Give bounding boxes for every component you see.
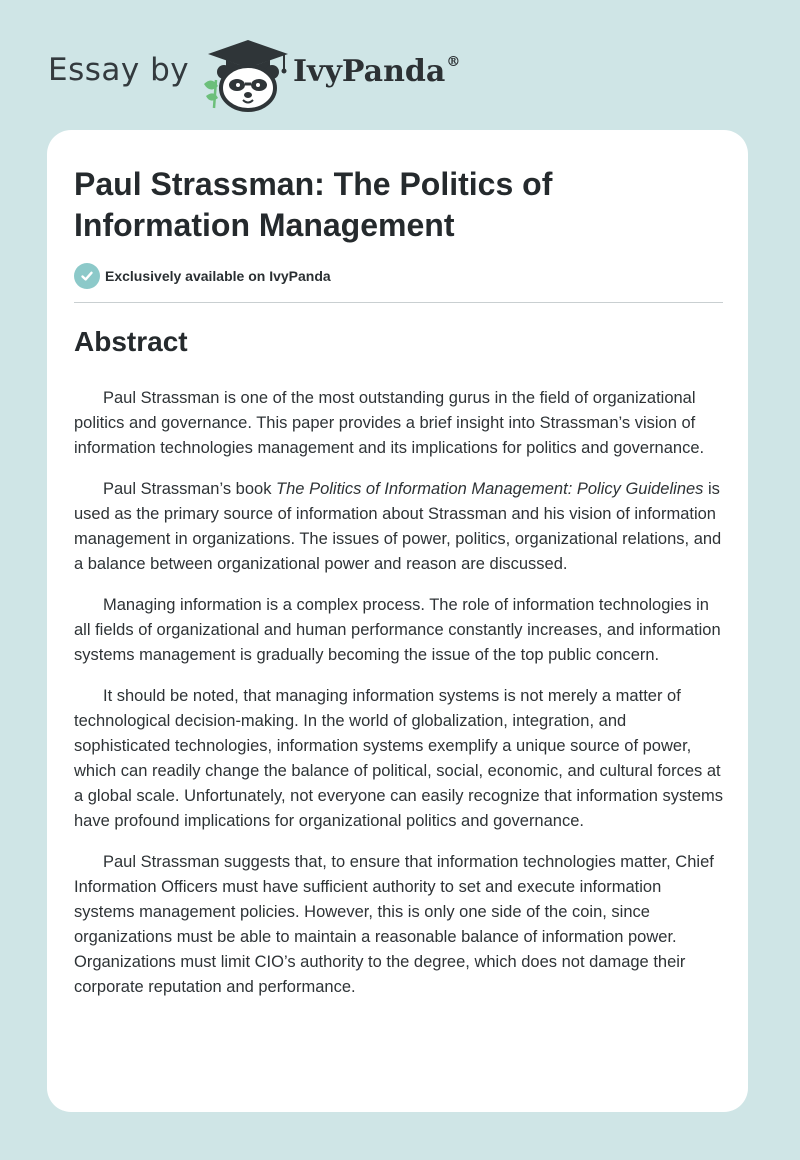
essay-card	[47, 130, 748, 1112]
check-circle-icon	[74, 263, 100, 289]
section-heading-abstract: Abstract	[74, 326, 188, 357]
paragraph-3: Managing information is a complex process. The role of information technologies in all fields of organizational and human performance constantly increases, and information systems management is gradually becoming the issue of the top public concern.	[74, 596, 721, 664]
essay-title: Paul Strassman: The Politics of Information Management	[74, 166, 553, 243]
paragraph-1: Paul Strassman is one of the most outstanding gurus in the field of organizational politics and governance. This paper provides a brief insight into Strassman’s vision of information technologies management and its implications for politics and governance.	[74, 389, 705, 457]
book-title: The Politics of Information Management: Policy Guidelines	[276, 480, 704, 498]
site-header-logo[interactable]	[48, 34, 468, 114]
panda-graduate-icon	[200, 36, 290, 112]
exclusive-badge	[74, 263, 331, 289]
essay-body	[74, 386, 724, 1016]
paragraph-4: It should be noted, that managing information systems is not merely a matter of technological decision-making. In the world of globalization, integration, and sophisticated technologies, information systems exemplify a unique source of power, which can readily change the balance of political, social, economic, and cultural forces at a global scale. Unfortunately, not everyone can easily recognize that information systems have profound implications for organizational politics and governance.	[74, 687, 724, 830]
paragraph-2-lead: Paul Strassman’s book	[103, 480, 277, 498]
brand-name: IvyPanda®	[293, 54, 461, 89]
paragraph-2	[74, 477, 724, 577]
essay-by-label: Essay by	[48, 52, 190, 88]
paragraph-2-rest: is used as the primary source of information about Strassman and his vision of information management in organizations. The issues of power, politics, organizational relations, and a balance between organizational power and reason are discussed.	[74, 480, 722, 573]
divider	[74, 302, 723, 303]
trademark-symbol: ®	[446, 54, 461, 70]
exclusive-badge-label: Exclusively available on IvyPanda	[105, 268, 331, 284]
paragraph-5: Paul Strassman suggests that, to ensure that information technologies matter, Chief Information Officers must have sufficient authority to set and execute information systems management policies. However, this is only one side of the coin, since organizations must be able to maintain a reasonable balance of information power. Organizations must limit CIO’s authority to the degree, which does not damage their corporate reputation and performance.	[74, 853, 714, 996]
